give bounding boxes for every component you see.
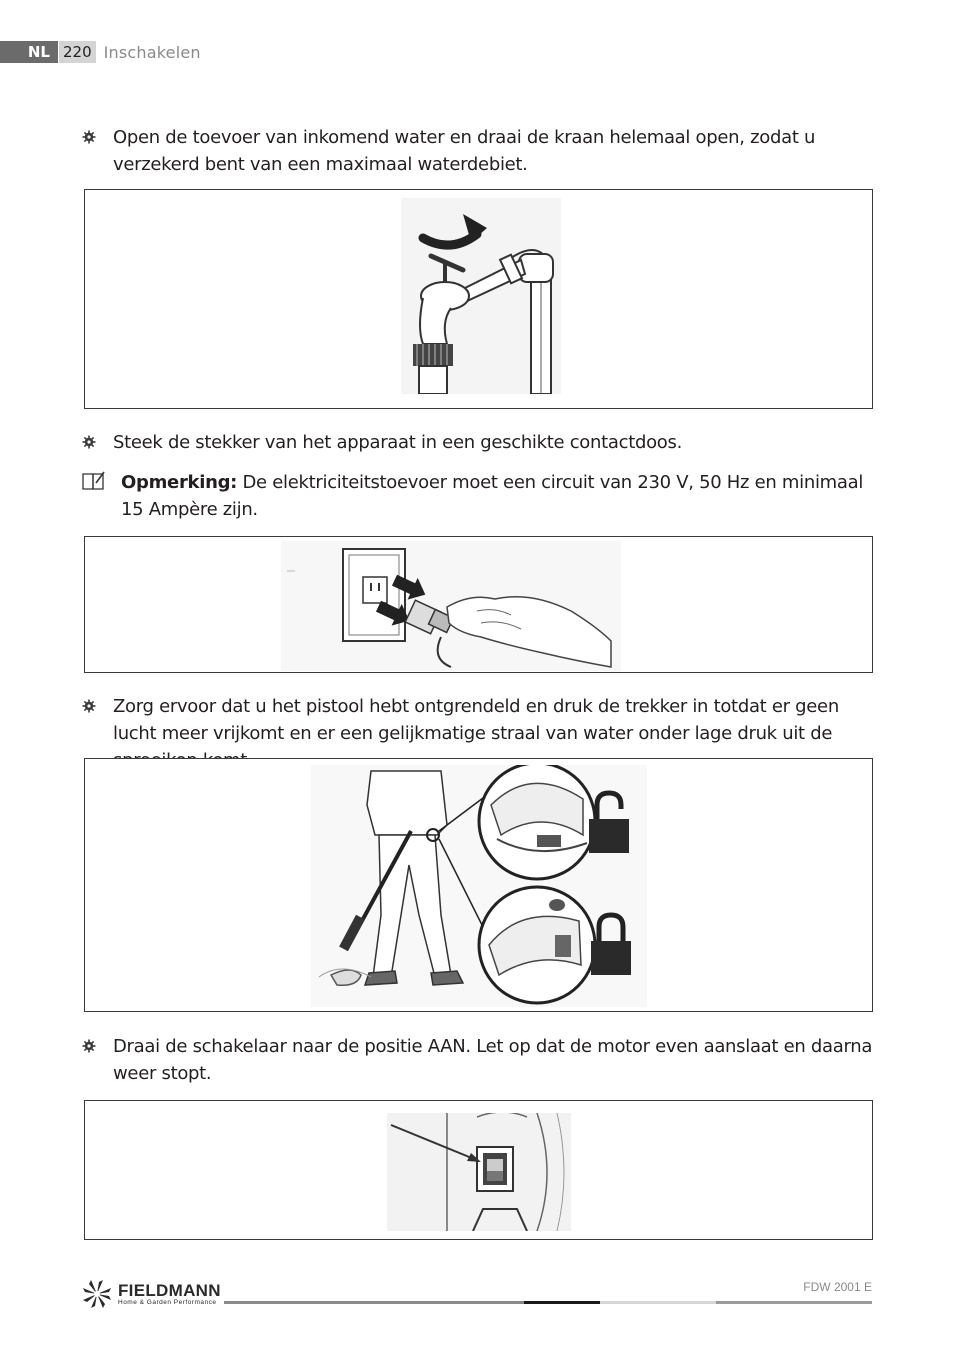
page-number: 220 <box>59 41 96 63</box>
section-title: Inschakelen <box>103 42 201 62</box>
step-1-text: Open de toevoer van inkomend water en draai de kraan helemaal open, zodat u verzekerd bent van een maximaal waterdebiet. <box>113 127 816 175</box>
language-tab: NL <box>0 41 58 63</box>
bullet-icon <box>82 130 96 144</box>
step-2-text: Steek de stekker van het apparaat in een geschikte contactdoos. <box>113 432 683 453</box>
note <box>121 469 873 523</box>
note-book-icon <box>82 471 106 491</box>
model-number: FDW 2001 E <box>803 1280 872 1294</box>
figure-switch <box>84 1100 873 1240</box>
step-3-text: Zorg ervoor dat u het pistool hebt ontgrendeld en druk de trekker in totdat er geen lucht meer vrijkomt en er een gelijkmatige straal van water onder lage druk uit de <box>113 696 839 744</box>
footer-rule-segment <box>600 1301 716 1304</box>
tap-illustration <box>401 198 561 394</box>
bullet-icon <box>82 699 96 713</box>
figure-tap <box>84 189 873 409</box>
brand-name: FIELDMANN <box>118 1281 221 1300</box>
note-text: De elektriciteitstoevoer moet een circuit van 230 V, 50 Hz en minimaal 15 Ampère zijn. <box>121 472 864 520</box>
footer-rule-segment <box>716 1301 872 1304</box>
figure-plug <box>84 536 873 673</box>
note-label: Opmerking: <box>121 472 238 493</box>
spray-gun-illustration <box>311 765 647 1007</box>
footer-rule-segment <box>224 1301 524 1304</box>
step-4-text: Draai de schakelaar naar de positie AAN. Let op dat de motor even aanslaat en daarna weer stopt. <box>113 1036 873 1084</box>
footer-rule-segment <box>524 1301 600 1304</box>
figure-spray-gun <box>84 758 873 1012</box>
power-switch-illustration <box>387 1113 571 1231</box>
page-header <box>0 41 201 63</box>
bullet-icon <box>82 435 96 449</box>
plug-illustration <box>281 541 621 671</box>
brand-tagline: Home & Garden Performance <box>118 1299 217 1306</box>
bullet-icon <box>82 1039 96 1053</box>
